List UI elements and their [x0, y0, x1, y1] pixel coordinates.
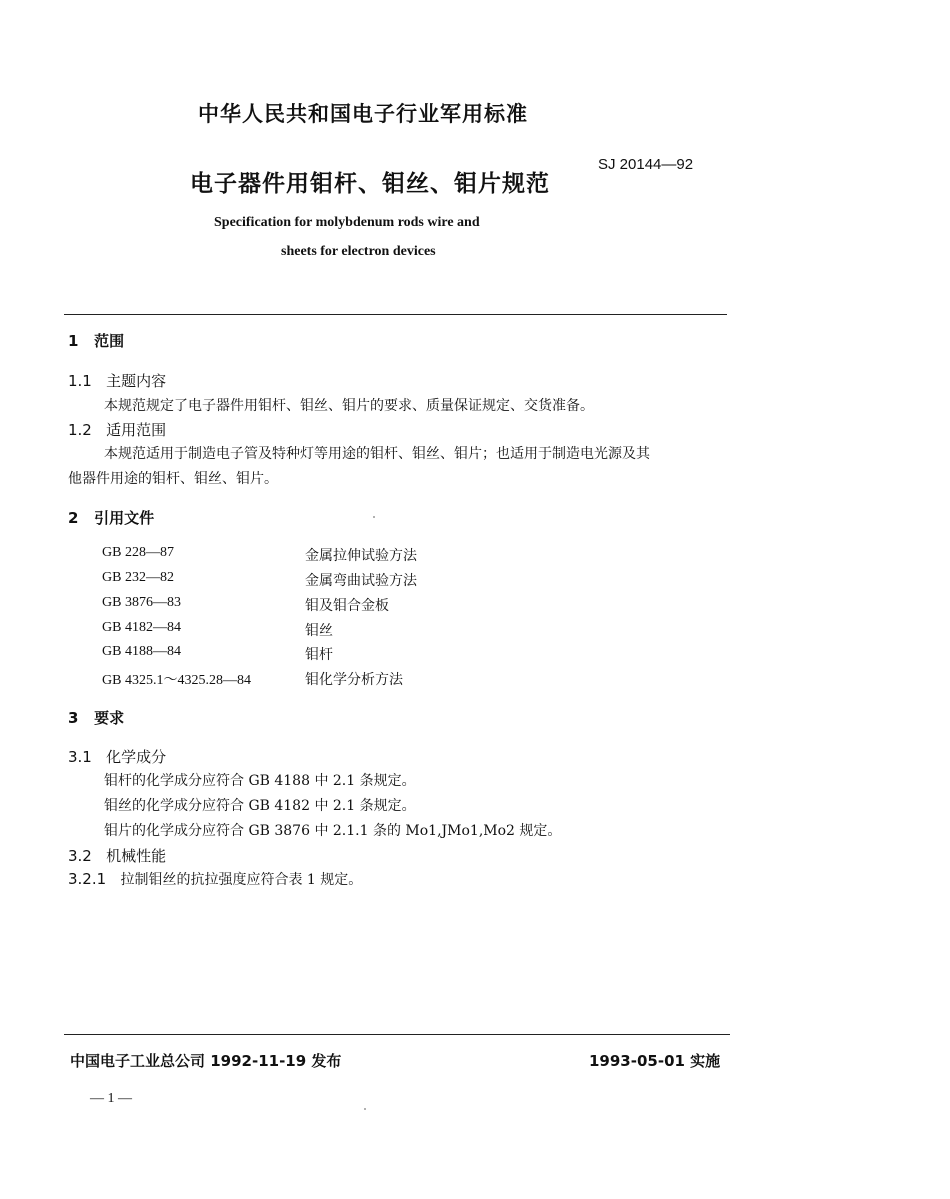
standard-code: SJ 20144—92: [598, 156, 694, 173]
section-3-2-1: [68, 869, 362, 889]
reference-title: 钼及钼合金板: [305, 598, 389, 614]
section-text: 拉制钼丝的抗拉强度应符合表 1 规定。: [120, 872, 363, 888]
reference-code: GB 232—82: [102, 570, 174, 585]
scan-speck: [373, 516, 375, 518]
section-1-2-heading: [68, 419, 166, 440]
reference-code: GB 228—87: [102, 545, 174, 560]
reference-title: 金属拉伸试验方法: [305, 548, 417, 564]
issue-line: 中国电子工业总公司 1992-11-19 发布: [70, 1052, 342, 1070]
section-1-2-text-line2: 他器件用途的钼杆、钼丝、钼片。: [68, 471, 278, 487]
section-3-1-line: 钼片的化学成分应符合 GB 3876 中 2.1.1 条的 Mo1,JMo1,Mo2 规定。: [104, 823, 562, 839]
reference-title: 钼杆: [305, 647, 333, 663]
standard-name: 中华人民共和国电子行业军用标准: [198, 102, 528, 126]
section-title: 要求: [94, 709, 125, 727]
section-1-heading: [68, 330, 124, 351]
section-3-1-line: 钼杆的化学成分应符合 GB 4188 中 2.1 条规定。: [104, 773, 416, 789]
english-title-line2: sheets for electron devices: [281, 244, 436, 259]
section-1-1-heading: [68, 370, 166, 391]
scan-speck: [364, 1108, 366, 1110]
reference-code: GB 3876—83: [102, 595, 181, 610]
section-number: 1: [68, 332, 79, 350]
section-title: 适用范围: [106, 421, 167, 439]
section-title: 机械性能: [106, 847, 167, 865]
section-number: 3.2.1: [68, 870, 107, 888]
section-number: 3.1: [68, 748, 92, 766]
reference-code: GB 4325.1～4325.28—84: [102, 673, 251, 688]
section-3-1-line: 钼丝的化学成分应符合 GB 4182 中 2.1 条规定。: [104, 798, 416, 814]
section-title: 化学成分: [106, 748, 167, 766]
section-title: 主题内容: [106, 372, 167, 390]
section-number: 3.2: [68, 847, 92, 865]
section-3-2-heading: [68, 845, 166, 866]
reference-title: 钼化学分析方法: [305, 672, 403, 688]
reference-code: GB 4182—84: [102, 620, 181, 635]
section-1-2-text-line1: 本规范适用于制造电子管及特种灯等用途的钼杆、钼丝、钼片；也适用于制造电光源及其: [104, 446, 650, 462]
page-number: — 1 —: [90, 1091, 132, 1106]
section-number: 1.2: [68, 421, 92, 439]
section-number: 2: [68, 509, 79, 527]
section-2-heading: [68, 507, 154, 528]
section-title: 范围: [94, 332, 125, 350]
reference-title: 钼丝: [305, 623, 333, 639]
footer-divider: [64, 1034, 730, 1035]
section-1-1-text: 本规范规定了电子器件用钼杆、钼丝、钼片的要求、质量保证规定、交货准备。: [104, 398, 594, 414]
section-3-heading: [68, 707, 124, 728]
english-title-line1: Specification for molybdenum rods wire and: [214, 215, 480, 230]
header-divider: [64, 314, 727, 315]
effective-line: 1993-05-01 实施: [589, 1052, 721, 1070]
reference-title: 金属弯曲试验方法: [305, 573, 417, 589]
reference-code: GB 4188—84: [102, 644, 181, 659]
section-number: 1.1: [68, 372, 92, 390]
section-title: 引用文件: [94, 509, 155, 527]
section-3-1-heading: [68, 746, 166, 767]
section-number: 3: [68, 709, 79, 727]
document-title: 电子器件用钼杆、钼丝、钼片规范: [190, 171, 550, 197]
